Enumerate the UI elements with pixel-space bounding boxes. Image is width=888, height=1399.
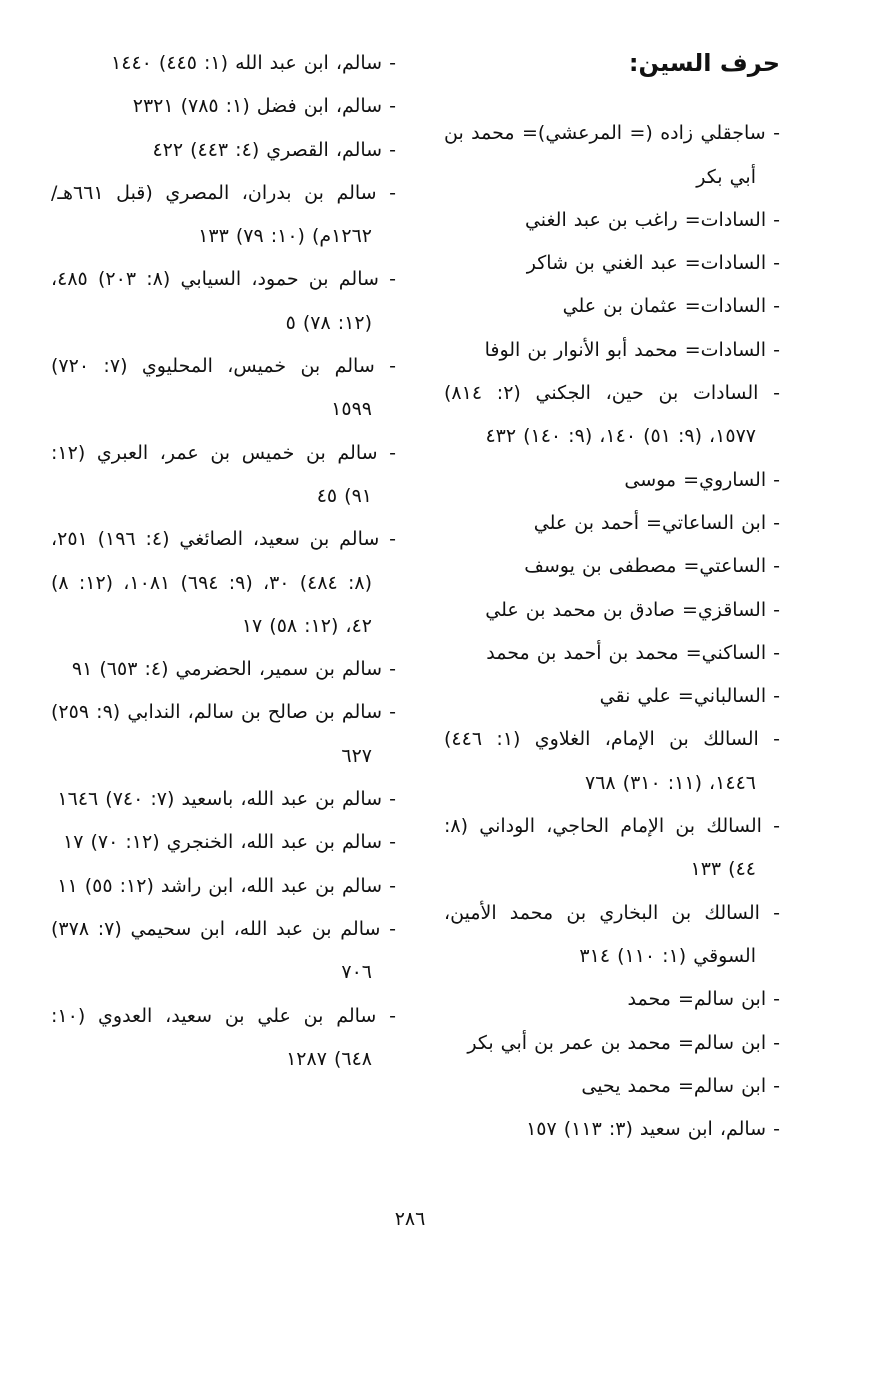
index-entry: - سالم بن عبد الله، ابن راشد (١٢: ٥٥) ١١ <box>57 874 396 897</box>
index-entry: - سالم بن عبد الله، الخنجري (١٢: ٧٠) ١٧ <box>63 831 396 854</box>
index-entry: - الساروي= موسى <box>624 468 780 491</box>
index-entry: - السادات= راغب بن عبد الغني <box>524 208 780 231</box>
index-entry: - السادات= عبد الغني بن شاكر <box>526 252 780 275</box>
index-entry: - ابن سالم= محمد <box>627 988 780 1011</box>
left-column <box>51 42 396 1081</box>
index-entry: - سالم بن علي بن سعيد، العدوي (١٠: ٦٤٨) ١٢٨٧ <box>51 1004 396 1070</box>
index-entry: - الساعتي= مصطفى بن يوسف <box>524 555 780 578</box>
section-heading: حرف السين: <box>628 49 780 77</box>
index-entry: - سالم بن سمير، الحضرمي (٤: ٦٥٣) ٩١ <box>71 658 396 681</box>
index-entry: - السالك بن البخاري بن محمد الأمين، السوقي (١: ١١٠) ٣١٤ <box>444 901 780 967</box>
right-column <box>444 42 780 1151</box>
page-number: ٢٨٦ <box>394 1208 426 1230</box>
index-entry: - سالم، ابن فضل (١: ٧٨٥) ٢٣٢١ <box>132 95 396 118</box>
index-entry: - ابن الساعاتي= أحمد بن علي <box>533 511 780 534</box>
index-entry: - سالم، ابن سعيد (٣: ١١٣) ١٥٧ <box>526 1118 780 1141</box>
index-entry: - سالم بن عبد الله، ابن سحيمي (٧: ٣٧٨) ٧٠٦ <box>51 917 396 984</box>
index-entry: - السادات= محمد أبو الأنوار بن الوفا <box>484 338 780 361</box>
index-entry: - سالم بن صالح بن سالم، الندابي (٩: ٢٥٩) ٦٢٧ <box>51 701 396 767</box>
index-entry: - السالك بن الإمام الحاجي، الوداني (٨: ٤٤) ١٣٣ <box>444 815 780 881</box>
index-entry: - الساكني= محمد بن أحمد بن محمد <box>486 641 780 664</box>
index-entry: - السالباني= علي نقي <box>599 685 780 708</box>
index-entry: - سالم بن حمود، السيابي (٨: ٢٠٣) ٤٨٥، (١٢: ٧٨) ٥ <box>51 268 396 334</box>
index-entry: - سالم بن خميس، المحليوي (٧: ٧٢٠) ١٥٩٩ <box>51 355 396 421</box>
index-entry: - ابن سالم= محمد بن عمر بن أبي بكر <box>467 1031 780 1054</box>
index-entry: - سالم بن سعيد، الصائغي (٤: ١٩٦) ٢٥١، (٨: ٤٨٤) ٣٠، (٩: ٦٩٤) ١٠٨١، (١٢: ٨) ٤٢، (١٢: ٥٨) ١٧ <box>51 528 396 637</box>
index-entry: - سالم، القصري (٤: ٤٤٣) ٤٢٢ <box>152 138 396 161</box>
index-entry: - سالم بن خميس بن عمر، العبري (١٢: ٩١) ٤٥ <box>51 441 396 507</box>
index-entry: - سالم، ابن عبد الله (١: ٤٤٥) ١٤٤٠ <box>111 52 396 74</box>
index-entry: - السادات= عثمان بن علي <box>562 295 780 318</box>
index-entry: - السادات بن حين، الجكني (٢: ٨١٤) ١٥٧٧، (٩: ٥١) ١٤٠، (٩: ١٤٠) ٤٣٢ <box>444 382 780 448</box>
index-entry: - السالك بن الإمام، الغلاوي (١: ٤٤٦) ١٤٤٦، (١١: ٣١٠) ٧٦٨ <box>444 728 781 794</box>
index-entry: - ابن سالم= محمد يحيى <box>581 1074 780 1097</box>
index-entry: - الساقزي= صادق بن محمد بن علي <box>485 598 780 621</box>
index-entry: - سالم بن عبد الله، باسعيد (٧: ٧٤٠) ١٦٤٦ <box>57 788 396 811</box>
index-entry: - سالم بن بدران، المصري (قبل ٦٦١هـ/ ١٢٦٢م) (١٠: ٧٩) ١٣٣ <box>51 181 396 248</box>
index-entry: - ساجقلي زاده (= المرعشي)= محمد بن أبي بكر <box>444 122 780 188</box>
